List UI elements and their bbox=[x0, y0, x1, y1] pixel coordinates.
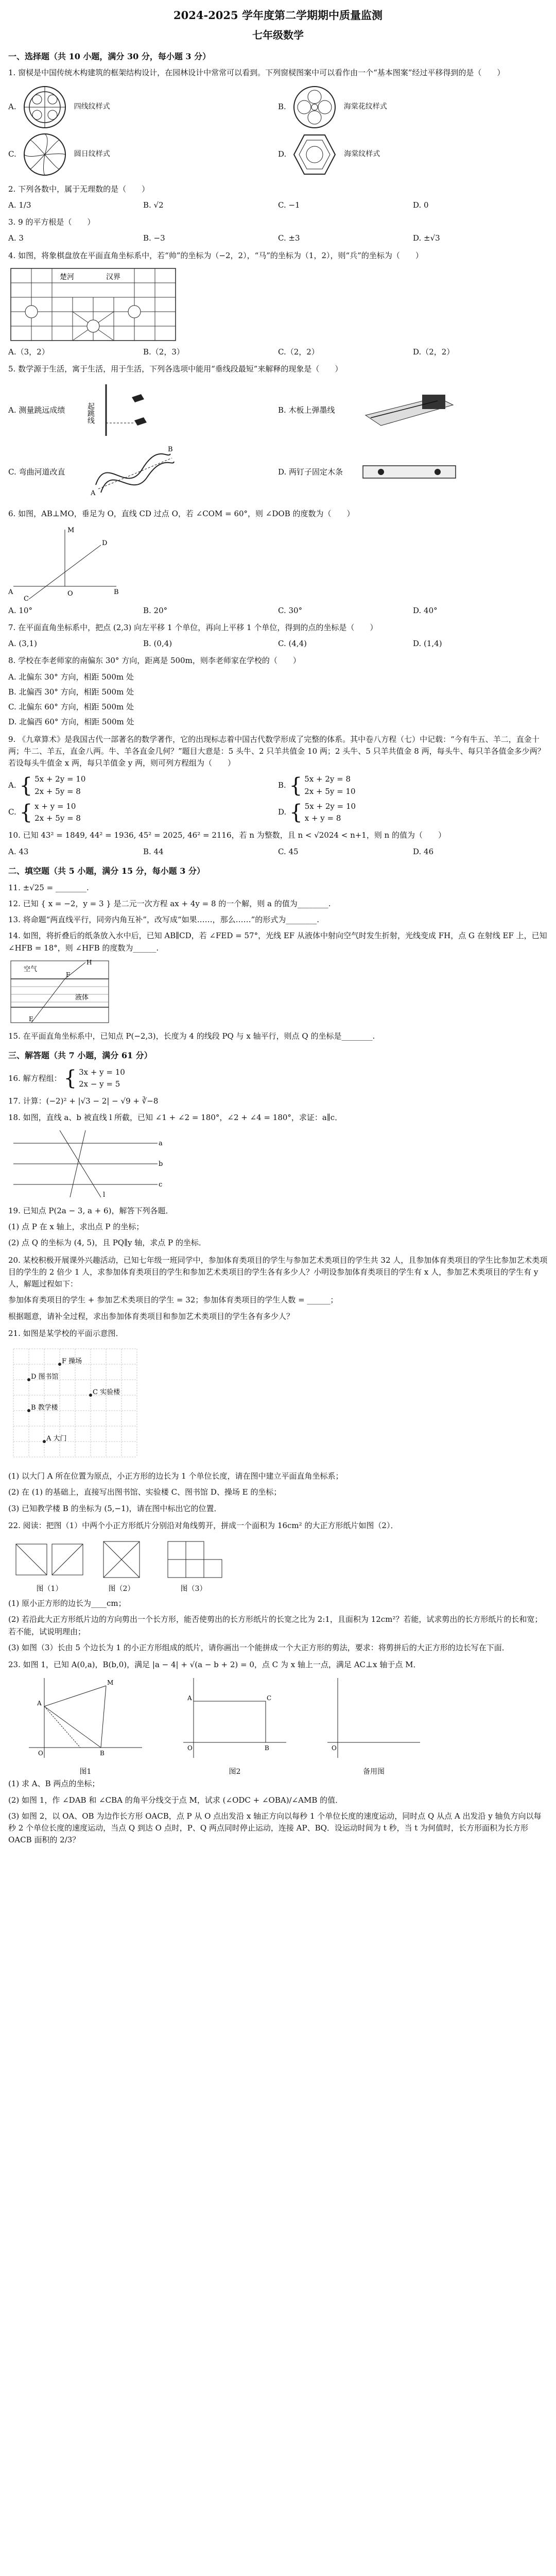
page-title: 2024-2025 学年度第二学期期中质量监测 bbox=[173, 9, 383, 22]
q9-b-eq1: 5x + 2y = 8 bbox=[304, 774, 351, 784]
q1-option-d-caption: 海棠纹样式 bbox=[344, 149, 380, 158]
question-7-text: 7. 在平面直角坐标系中，把点 (2,3) 向左平移 1 个单位，再向上平移 1 个单位，得到的点的坐标是（ ） bbox=[8, 622, 378, 632]
question-19 bbox=[8, 1205, 548, 1249]
q9-a-eq1: 5x + 2y = 10 bbox=[34, 774, 86, 784]
q22-figure-2-caption: 图（2） bbox=[108, 1584, 135, 1593]
q1-option-a-caption: 四线纹样式 bbox=[74, 102, 110, 111]
question-22-text: 22. 阅读：把图（1）中两个小正方形纸片分别沿对角线剪开，拼成一个面积为 16cm² 的大正方形纸片如图（2）． bbox=[8, 1520, 398, 1530]
q9-b-eq2: 2x + 5y = 10 bbox=[304, 786, 356, 796]
question-3 bbox=[8, 216, 548, 245]
q23-part1: (1) 求 A、B 两点的坐标； bbox=[8, 1779, 100, 1789]
q21-part1: (1) 以大门 A 所在位置为原点，小正方形的边长为 1 个单位长度，请在图中建立平面直角坐标系； bbox=[8, 1471, 343, 1481]
q22-figure-1 bbox=[13, 1539, 85, 1580]
q10-option-b: B. 44 bbox=[143, 846, 164, 856]
q4-option-c: C.（2，2） bbox=[278, 347, 319, 357]
q1-option-d-label: D. bbox=[278, 149, 287, 159]
svg-text:a: a bbox=[159, 1139, 163, 1147]
q5-option-b: B. 木板上弹墨线 bbox=[278, 405, 335, 415]
question-14-text: 14. 如图，将折叠后的纸条放入水中后，已知 AB∥CD，若 ∠FED = 57°，光线 EF 从液体中射向空气时发生折射，光线变成 FH，点 G 在射线 EF 上，已知 ∠HFB = 18°，则 ∠HFB 的度数为______. bbox=[8, 931, 547, 953]
question-16-text: 16. 解方程组： bbox=[8, 1073, 62, 1083]
svg-text:D: D bbox=[102, 539, 108, 547]
page-subtitle: 七年级数学 bbox=[252, 28, 304, 41]
q22-figure-1-caption: 图（1） bbox=[36, 1584, 63, 1593]
q21-label-library: D 图书馆 bbox=[31, 1373, 59, 1381]
section-choice-title: 一、选择题（共 10 小题，满分 30 分，每小题 3 分） bbox=[8, 51, 211, 61]
question-7 bbox=[8, 622, 548, 650]
q5-option-a: A. 测量跳远成绩 bbox=[8, 405, 65, 415]
svg-text:E: E bbox=[29, 1015, 33, 1023]
q21-school-map-figure bbox=[8, 1344, 142, 1467]
q14-refraction-figure bbox=[8, 958, 111, 1025]
svg-text:A: A bbox=[187, 1694, 192, 1702]
q23-part3: (3) 如图 2，以 OA、OB 为边作长方形 OACB，点 P 从 O 点出发沿 x 轴正方向以每秒 1 个单位长度的速度运动，同时点 Q 从点 A 出发沿 y 轴负方向以每秒 2 个单位长度的速度运动，当点 Q 到达 O 点时，P、Q 两点同时停止运动，连接 AP、BQ．设运动时间为 t 秒，当 t 为何值时，长方形面积为长方形 OACB 面积的 2/3？ bbox=[8, 1811, 542, 1845]
q6-option-a: A. 10° bbox=[8, 605, 32, 615]
svg-text:A: A bbox=[91, 489, 96, 498]
q23-part2: (2) 如图 1，作 ∠DAB 和 ∠CBA 的角平分线交于点 M，试求 (∠ODC + ∠OBA)/∠AMB 的值． bbox=[8, 1795, 343, 1805]
question-5-text: 5. 数学源于生活，寓于生活，用于生活，下列各选项中能用“垂线段最短”来解释的现象是（ ） bbox=[8, 364, 343, 374]
svg-text:C: C bbox=[267, 1694, 272, 1702]
question-12: 12. 已知 { x = −2，y = 3 } 是二元一次方程 ax + 4y = 8 的一个解，则 a 的值为________. bbox=[8, 899, 331, 908]
question-8 bbox=[8, 655, 548, 728]
q6-option-d: D. 40° bbox=[413, 605, 438, 615]
question-3-text: 3. 9 的平方根是（ ） bbox=[8, 217, 95, 227]
question-6 bbox=[8, 508, 548, 617]
q22-figure-2 bbox=[98, 1539, 145, 1580]
question-15: 15. 在平面直角坐标系中，已知点 P(−2,3)，长度为 4 的线段 PQ 与 x 轴平行，则点 Q 的坐标是________. bbox=[8, 1031, 375, 1041]
question-10 bbox=[8, 829, 548, 858]
question-10-text: 10. 已知 43² = 1849, 44² = 1936, 45² = 2025, 46² = 2116，若 n 为整数，且 n < √2024 < n+1，则 n 的值为（ ） bbox=[8, 831, 446, 840]
svg-text:b: b bbox=[159, 1160, 163, 1168]
q4-option-d: D.（2，2） bbox=[413, 347, 455, 357]
q10-option-a: A. 43 bbox=[8, 846, 29, 856]
question-22 bbox=[8, 1520, 548, 1654]
q8-option-a: A. 北偏东 30° 方向，相距 500m 处 bbox=[8, 672, 134, 682]
q4-chessboard-figure bbox=[8, 266, 178, 343]
q9-option-a-label: A. bbox=[8, 780, 16, 790]
question-20-text: 20. 某校积极开展课外兴趣活动，已知七年级一班同学中，参加体育类项目的学生与参加艺术类项目的学生共 32 人，且参加体育类项目的学生比参加艺术类项目的学生的 2 倍少 1 人，求参加体育类项目的学生和参加艺术类项目的学生各有多少人？小明设参加体育类项目的学生有 x 人，参加艺术类项目的学生有 y 人，解题过程如下： bbox=[8, 1255, 548, 1289]
q14-liquid-label: 液体 bbox=[75, 993, 89, 1002]
svg-text:B: B bbox=[114, 588, 119, 596]
question-4-text: 4. 如图，将象棋盘放在平面直角坐标系中，若“帅”的坐标为（−2，2），“马”的坐标为（1，2），则“兵”的坐标为（ ） bbox=[8, 250, 423, 260]
q5-option-c: C. 弯曲河道改直 bbox=[8, 467, 65, 477]
q3-option-b: B. −3 bbox=[143, 233, 165, 243]
svg-text:O: O bbox=[67, 589, 73, 598]
question-2 bbox=[8, 183, 548, 212]
q16-eq2: 2x − y = 5 bbox=[79, 1079, 120, 1089]
svg-text:B: B bbox=[100, 1749, 105, 1757]
q18-parallel-lines-figure bbox=[8, 1128, 163, 1200]
svg-text:A: A bbox=[37, 1699, 42, 1707]
q9-d-eq2: x + y = 8 bbox=[304, 814, 341, 823]
q23-figure-2 bbox=[178, 1675, 291, 1763]
q19-part2: (2) 点 Q 的坐标为 (4, 5)，且 PQ∥y 轴，求点 P 的坐标． bbox=[8, 1238, 206, 1248]
q4-option-b: B.（2，3） bbox=[143, 347, 184, 357]
question-18-text: 18. 如图，直线 a、b 被直线 l 所截，已知 ∠1 + ∠2 = 180°，∠2 + ∠4 = 180°，求证：a∥c． bbox=[8, 1112, 343, 1122]
svg-text:O: O bbox=[332, 1744, 337, 1752]
question-2-text: 2. 下列各数中，属于无理数的是（ ） bbox=[8, 184, 150, 194]
question-11: 11. ±√25 = ________. bbox=[8, 883, 89, 892]
q8-option-c: C. 北偏东 60° 方向，相距 500m 处 bbox=[8, 702, 134, 712]
svg-text:M: M bbox=[67, 526, 75, 534]
q16-eq1: 3x + y = 10 bbox=[79, 1067, 125, 1077]
svg-text:l: l bbox=[103, 1191, 106, 1199]
svg-text:M: M bbox=[107, 1679, 114, 1686]
q22-part2: (2) 若沿此大正方形纸片边的方向剪出一个长方形，能否使剪出的长方形纸片的长宽之比为 2:1，且面积为 12cm²？若能，试求剪出的长方形纸片的长和宽；若不能，试说明理由； bbox=[8, 1615, 543, 1636]
q20-line1: 参加体育类项目的学生 + 参加艺术类项目的学生 = 32；参加体育类项目的学生人数 = ______； bbox=[8, 1295, 338, 1305]
q23-figure-1-caption: 图1 bbox=[79, 1768, 92, 1776]
q5-ink-line-figure bbox=[360, 384, 458, 436]
section-fill-title: 二、填空题（共 5 小题，满分 15 分，每小题 3 分） bbox=[8, 866, 205, 876]
q21-label-lab: C 实验楼 bbox=[93, 1388, 120, 1397]
q20-line2: 根据题意，请补全过程，求出参加体育类项目和参加艺术类项目的学生各有多少人？ bbox=[8, 1311, 294, 1321]
q21-label-gym: F 操场 bbox=[62, 1358, 82, 1366]
q10-option-c: C. 45 bbox=[278, 846, 299, 856]
question-9-text: 9. 《九章算术》是我国古代一部著名的数学著作，它的出现标志着中国古代数学形成了完整的体系。其中卷八方程（七）中记载：“今有牛五、羊二，直金十两；牛二、羊五，直金八两。牛、羊各直金几何？”题目大意是：5 头牛、2 只羊共值金 10 两；2 头牛、5 只羊共值金 8 两，每头牛、每只羊各值金多少两？若设每头牛值金 x 两，每只羊值金 y 两，则可列方程组为（ ） bbox=[8, 734, 545, 768]
q2-option-c: C. −1 bbox=[278, 200, 300, 210]
q6-option-b: B. 20° bbox=[143, 605, 168, 615]
svg-text:C: C bbox=[24, 595, 29, 602]
question-1 bbox=[8, 67, 548, 178]
q9-option-d-label: D. bbox=[278, 807, 287, 817]
question-4 bbox=[8, 250, 548, 359]
q4-river-right: 汉界 bbox=[106, 273, 120, 281]
question-8-text: 8. 学校在李老师家的南偏东 30° 方向，距离是 500m，则李老师家在学校的（ ） bbox=[8, 656, 301, 666]
q21-part3: (3) 已知教学楼 B 的坐标为 (5,−1)，请在图中标出它的位置． bbox=[8, 1503, 222, 1513]
q21-label-gate: A 大门 bbox=[46, 1435, 67, 1443]
q23-figure-3 bbox=[322, 1675, 425, 1763]
q5-option-d: D. 两钉子固定木条 bbox=[278, 467, 343, 477]
q1-window-b-figure bbox=[291, 85, 338, 129]
question-23 bbox=[8, 1659, 548, 1846]
q2-option-d: D. 0 bbox=[413, 200, 429, 210]
question-17: 17. 计算：(−2)² + |√3 − 2| − √9 + ∛−8 bbox=[8, 1096, 159, 1106]
q14-air-label: 空气 bbox=[24, 965, 38, 973]
q1-window-d-figure bbox=[291, 132, 338, 177]
q3-option-a: A. 3 bbox=[8, 233, 24, 243]
q21-part2: (2) 在 (1) 的基础上，直接写出图书馆、实验楼 C、图书馆 D、操场 E 的坐标； bbox=[8, 1487, 282, 1497]
q2-option-a: A. 1/3 bbox=[8, 200, 31, 210]
svg-text:F: F bbox=[66, 971, 71, 978]
question-20 bbox=[8, 1255, 548, 1323]
q9-option-b-label: B. bbox=[278, 780, 286, 790]
q22-figure-3 bbox=[163, 1539, 224, 1580]
q4-river-left: 楚河 bbox=[60, 273, 74, 281]
q9-option-c-label: C. bbox=[8, 807, 16, 817]
q5-river-figure bbox=[85, 444, 178, 500]
question-5 bbox=[8, 363, 548, 503]
q9-c-eq1: x + y = 10 bbox=[34, 801, 76, 811]
question-9: 9. 《九章算术》是我国古代一部著名的数学著作，它的出现标志着中国古代数学形成了完整的体系。其中卷八方程（七）中记载：“今有牛五、羊二，直金十两；牛二、羊五，直金八两。牛、羊各直金几何？”题目大意是：5 头牛、2 只羊共值金 10 两；2 头牛、5 只羊共值金 8 两，每头牛、每只羊各值金多少两？若设每头牛值金 x 两，每只羊值金 y 两，则可列方程组为（ ） A. { 5x + 2y = 10 2x + 5y = 8 B. { 5x + 2y = 8 2x + 5y = 10 C. { x + y = 10 2x + 5y = 8 D. { 5x + 2y = 10 x + y = 8 bbox=[8, 734, 548, 825]
svg-text:c: c bbox=[159, 1180, 163, 1189]
q6-angle-figure bbox=[8, 524, 121, 602]
question-6-text: 6. 如图，AB⊥MO，垂足为 O，直线 CD 过点 O，若 ∠COM = 60°，则 ∠DOB 的度数为（ ） bbox=[8, 509, 355, 519]
q1-window-a-figure bbox=[22, 85, 68, 129]
svg-text:H: H bbox=[86, 958, 92, 966]
q5-long-jump-figure bbox=[85, 382, 178, 438]
q2-option-b: B. √2 bbox=[143, 200, 164, 210]
q23-figure-3-caption: 备用图 bbox=[363, 1768, 385, 1776]
q1-window-c-figure bbox=[22, 132, 68, 177]
question-1-text: 1. 窗棂是中国传统木构建筑的框架结构设计，在园林设计中常常可以看到。下列窗棂图案中可以看作由一个“基本图案”经过平移得到的是（ ） bbox=[8, 68, 505, 78]
q6-option-c: C. 30° bbox=[278, 605, 303, 615]
question-18 bbox=[8, 1112, 548, 1200]
q10-option-d: D. 46 bbox=[413, 846, 434, 856]
q4-option-a: A.（3，2） bbox=[8, 347, 49, 357]
q7-option-d: D. (1,4) bbox=[413, 639, 442, 649]
question-16: 16. 解方程组： { 3x + y = 10 2x − y = 5 bbox=[8, 1066, 125, 1091]
q9-a-eq2: 2x + 5y = 8 bbox=[34, 786, 81, 796]
q1-option-c-label: C. bbox=[8, 149, 16, 159]
q1-option-a-label: A. bbox=[8, 101, 16, 111]
q21-label-teaching: B 教学楼 bbox=[31, 1404, 58, 1412]
q9-d-eq1: 5x + 2y = 10 bbox=[304, 801, 356, 811]
q9-c-eq2: 2x + 5y = 8 bbox=[34, 814, 81, 823]
svg-text:B: B bbox=[265, 1744, 269, 1752]
question-14 bbox=[8, 930, 548, 1025]
svg-text:B: B bbox=[168, 446, 173, 454]
q7-option-a: A. (3,1) bbox=[8, 639, 37, 649]
q1-option-c-caption: 圆日纹样式 bbox=[74, 149, 110, 158]
q7-option-b: B. (0,4) bbox=[143, 639, 172, 649]
svg-text:O: O bbox=[38, 1749, 43, 1757]
section-answer-title: 三、解答题（共 7 小题，满分 61 分） bbox=[8, 1050, 152, 1061]
question-23-text: 23. 如图 1，已知 A(0,a)，B(b,0)，满足 |a − 4| + √(a − b + 2) = 0，点 C 为 x 轴上一点，满足 AC⊥x 轴于点 M． bbox=[8, 1660, 421, 1670]
q23-figure-2-caption: 图2 bbox=[229, 1768, 241, 1776]
q8-option-d: D. 北偏西 60° 方向，相距 500m 处 bbox=[8, 717, 134, 727]
svg-text:A: A bbox=[8, 588, 13, 596]
q1-option-b-label: B. bbox=[278, 101, 286, 111]
q5-nail-strip-figure bbox=[360, 456, 458, 487]
q8-option-b: B. 北偏西 30° 方向，相距 500m 处 bbox=[8, 687, 134, 697]
q22-part1: (1) 原小正方形的边长为____cm； bbox=[8, 1599, 126, 1608]
q7-option-c: C. (4,4) bbox=[278, 639, 307, 649]
q19-part1: (1) 点 P 在 x 轴上，求出点 P 的坐标； bbox=[8, 1222, 144, 1232]
svg-text:O: O bbox=[187, 1744, 193, 1752]
question-21-text: 21. 如图是某学校的平面示意图． bbox=[8, 1328, 124, 1338]
q22-part3: (3) 如图（3）长由 5 个边长为 1 的小正方形组成的纸片，请你画出一个能拼成一个大正方形的剪法，要求：将剪拼后的大正方形的边长写在下面． bbox=[8, 1642, 510, 1652]
question-21 bbox=[8, 1328, 548, 1515]
q22-figure-3-caption: 图（3） bbox=[180, 1584, 207, 1593]
q1-option-b-caption: 海棠花纹样式 bbox=[343, 102, 387, 111]
q5-jump-line-label: 起跳线 bbox=[86, 402, 95, 425]
q3-option-c: C. ±3 bbox=[278, 233, 300, 243]
question-13: 13. 将命题“两直线平行，同旁内角互补”，改写成“如果……，那么……”的形式为________. bbox=[8, 915, 320, 925]
q3-option-d: D. ±√3 bbox=[413, 233, 440, 243]
question-19-text: 19. 已知点 P(2a − 3, a + 6)，解答下列各题． bbox=[8, 1206, 173, 1215]
q23-figure-1 bbox=[24, 1675, 147, 1763]
